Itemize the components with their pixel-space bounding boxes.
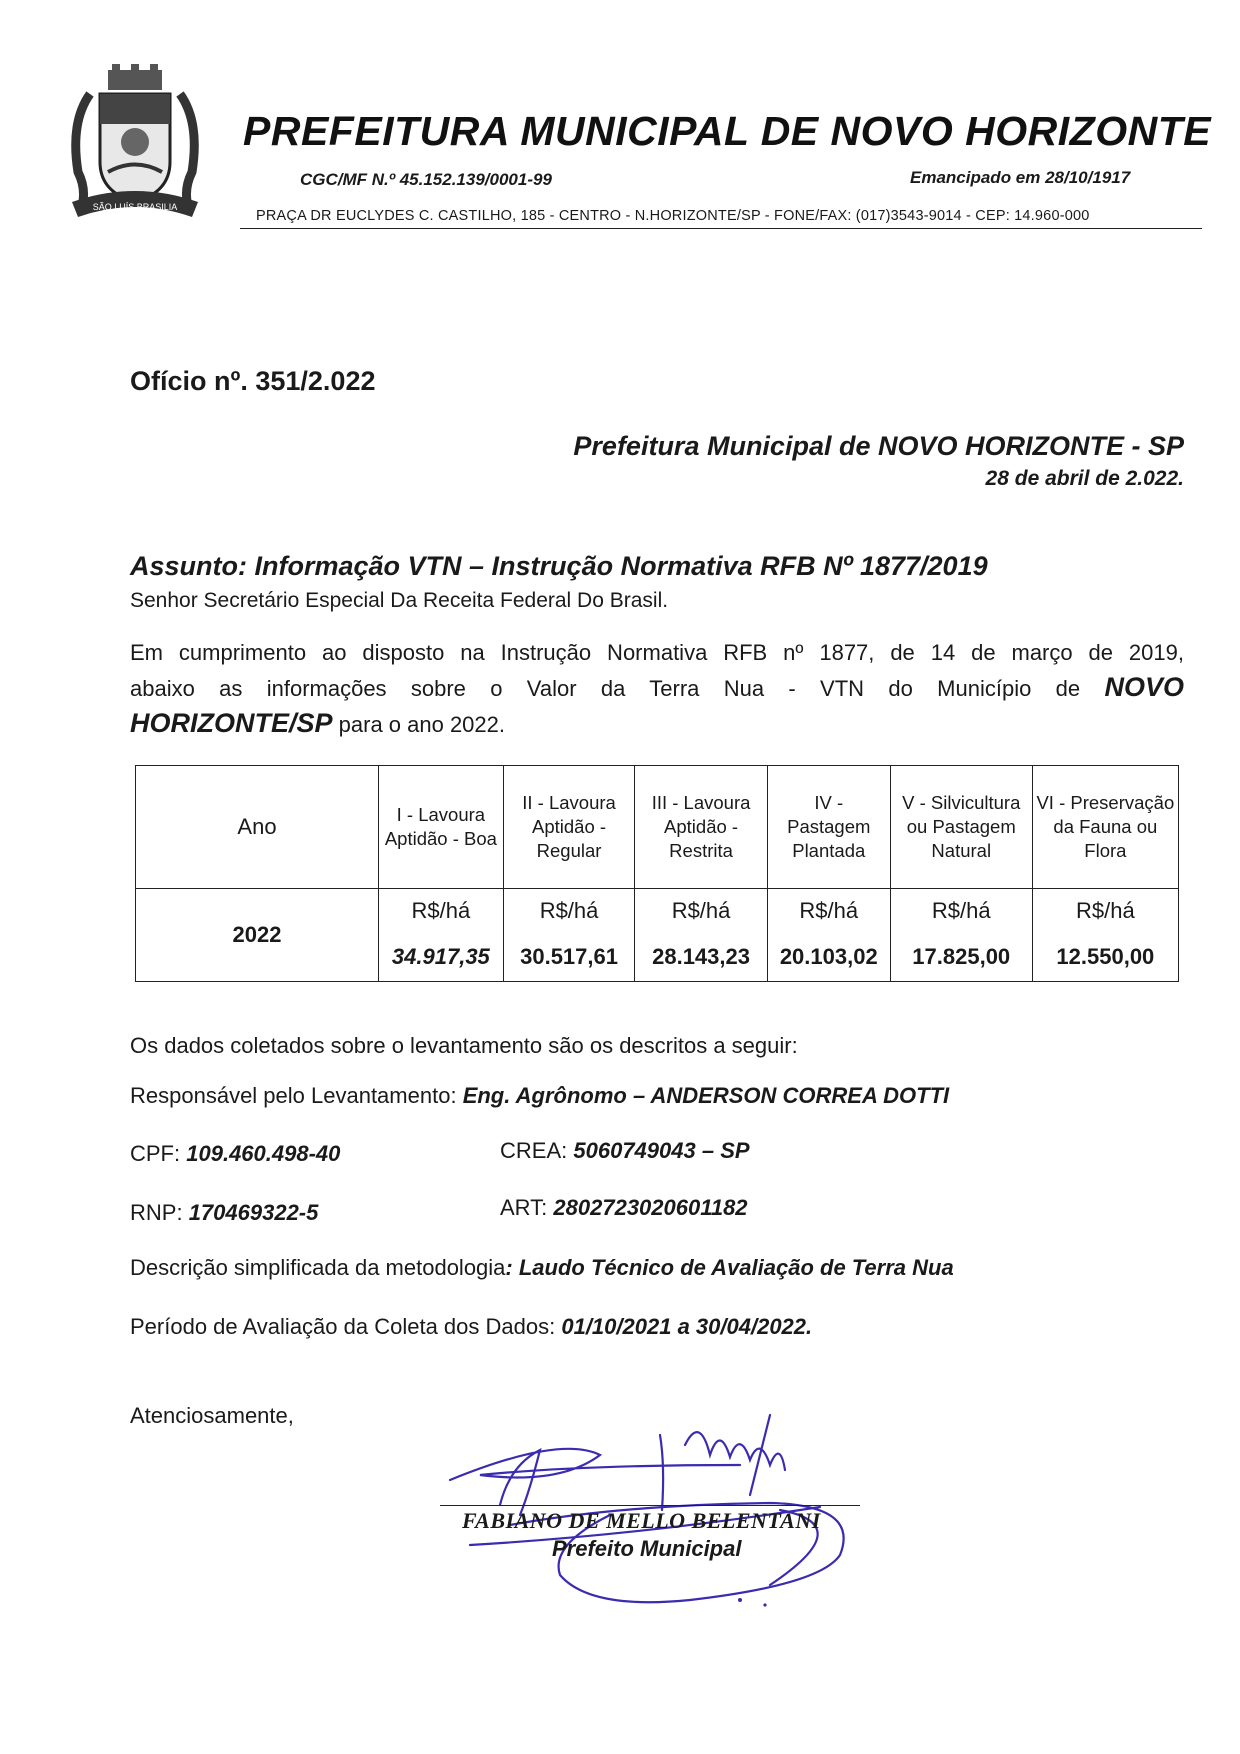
- municipality-name-part2: HORIZONTE/SP: [130, 708, 333, 738]
- letter-date: 28 de abril de 2.022.: [985, 467, 1184, 490]
- address-line: PRAÇA DR EUCLYDES C. CASTILHO, 185 - CENTRO - N.HORIZONTE/SP - FONE/FAX: (017)3543-9014 - CEP: 14.960-000: [256, 208, 1090, 224]
- crea-label: CREA:: [500, 1138, 568, 1163]
- details-intro: Os dados coletados sobre o levantamento são os descritos a seguir:: [130, 1033, 798, 1058]
- signatory-name: FABIANO DE MELLO BELENTANI: [462, 1508, 821, 1533]
- table-header-cell: IV - Pastagem Plantada: [767, 766, 890, 889]
- table-value-cell: 20.103,02: [767, 933, 890, 982]
- emancipation-date: Emancipado em 28/10/1917: [910, 168, 1131, 187]
- rnp-label: RNP:: [130, 1200, 183, 1225]
- responsible-line: [130, 1083, 949, 1109]
- sender-place: Prefeitura Municipal de NOVO HORIZONTE - SP: [573, 431, 1184, 461]
- art-label: ART:: [500, 1195, 548, 1220]
- municipal-crest-logo: [60, 62, 210, 230]
- methodology-label: Descrição simplificada da metodologia: [130, 1255, 506, 1280]
- cpf-label: CPF:: [130, 1141, 181, 1166]
- table-value-cell: 30.517,61: [503, 933, 635, 982]
- closing: Atenciosamente,: [130, 1403, 294, 1428]
- table-header-row: [136, 766, 1179, 889]
- responsible-value: Eng. Agrônomo – ANDERSON CORREA DOTTI: [462, 1083, 950, 1108]
- table-unit-cell: R$/há: [379, 889, 504, 934]
- table-header-cell: I - Lavoura Aptidão - Boa: [379, 766, 504, 889]
- rnp-value: 170469322-5: [188, 1200, 319, 1225]
- paragraph-line-3: [130, 706, 1184, 742]
- paragraph-line-1: Em cumprimento ao disposto na Instrução Normativa RFB nº 1877, de 14 de março de 2019,: [130, 640, 1184, 665]
- salutation: Senhor Secretário Especial Da Receita Federal Do Brasil.: [130, 589, 669, 612]
- period-line: [130, 1314, 812, 1340]
- period-value: 01/10/2021 a 30/04/2022.: [561, 1314, 813, 1339]
- table-value-cell: 34.917,35: [379, 933, 504, 982]
- subject-line: Assunto: Informação VTN – Instrução Normativa RFB Nº 1877/2019: [130, 551, 988, 581]
- vtn-table: [135, 765, 1179, 982]
- art-value: 2802723020601182: [553, 1195, 748, 1220]
- cpf-value: 109.460.498-40: [186, 1141, 341, 1166]
- table-year-cell: 2022: [136, 889, 379, 982]
- crea-value: 5060749043 – SP: [573, 1138, 750, 1163]
- table-header-cell: V - Silvicultura ou Pastagem Natural: [890, 766, 1032, 889]
- signature-line: [440, 1505, 860, 1506]
- paragraph-line-2: [130, 670, 1184, 706]
- table-value-cell: 12.550,00: [1032, 933, 1178, 982]
- cpf-line: [130, 1141, 340, 1167]
- art-line: [500, 1195, 748, 1221]
- table-unit-cell: R$/há: [503, 889, 635, 934]
- cgc-number: CGC/MF N.º 45.152.139/0001-99: [300, 170, 552, 189]
- paragraph-line-2-text: abaixo as informações sobre o Valor da Terra Nua - VTN do Município de: [130, 676, 1081, 701]
- oficio-number: Ofício nº. 351/2.022: [130, 366, 376, 396]
- signatory-role: Prefeito Municipal: [552, 1536, 742, 1561]
- period-label: Período de Avaliação da Coleta dos Dados:: [130, 1314, 556, 1339]
- paragraph-line-3-text: para o ano 2022.: [338, 712, 506, 737]
- table-header-cell: II - Lavoura Aptidão - Regular: [503, 766, 635, 889]
- table-row-units: [136, 889, 1179, 934]
- table-unit-cell: R$/há: [890, 889, 1032, 934]
- page-title: PREFEITURA MUNICIPAL DE NOVO HORIZONTE: [243, 108, 1212, 154]
- table-header-cell: VI - Preservação da Fauna ou Flora: [1032, 766, 1178, 889]
- methodology-line: [130, 1255, 954, 1281]
- municipality-name-part1: NOVO: [1104, 672, 1184, 702]
- header-divider: [240, 228, 1202, 229]
- rnp-line: [130, 1200, 318, 1226]
- crea-line: [500, 1138, 750, 1164]
- crest-banner-text: SÃO LUÍS BRASILIA: [92, 202, 178, 212]
- responsible-label: Responsável pelo Levantamento:: [130, 1083, 457, 1108]
- table-header-cell: Ano: [136, 766, 379, 889]
- table-value-cell: 28.143,23: [635, 933, 767, 982]
- table-unit-cell: R$/há: [1032, 889, 1178, 934]
- methodology-value: : Laudo Técnico de Avaliação de Terra Nua: [505, 1255, 954, 1280]
- table-header-cell: III - Lavoura Aptidão - Restrita: [635, 766, 767, 889]
- intro-paragraph: [130, 636, 1184, 742]
- table-value-cell: 17.825,00: [890, 933, 1032, 982]
- table-unit-cell: R$/há: [767, 889, 890, 934]
- table-unit-cell: R$/há: [635, 889, 767, 934]
